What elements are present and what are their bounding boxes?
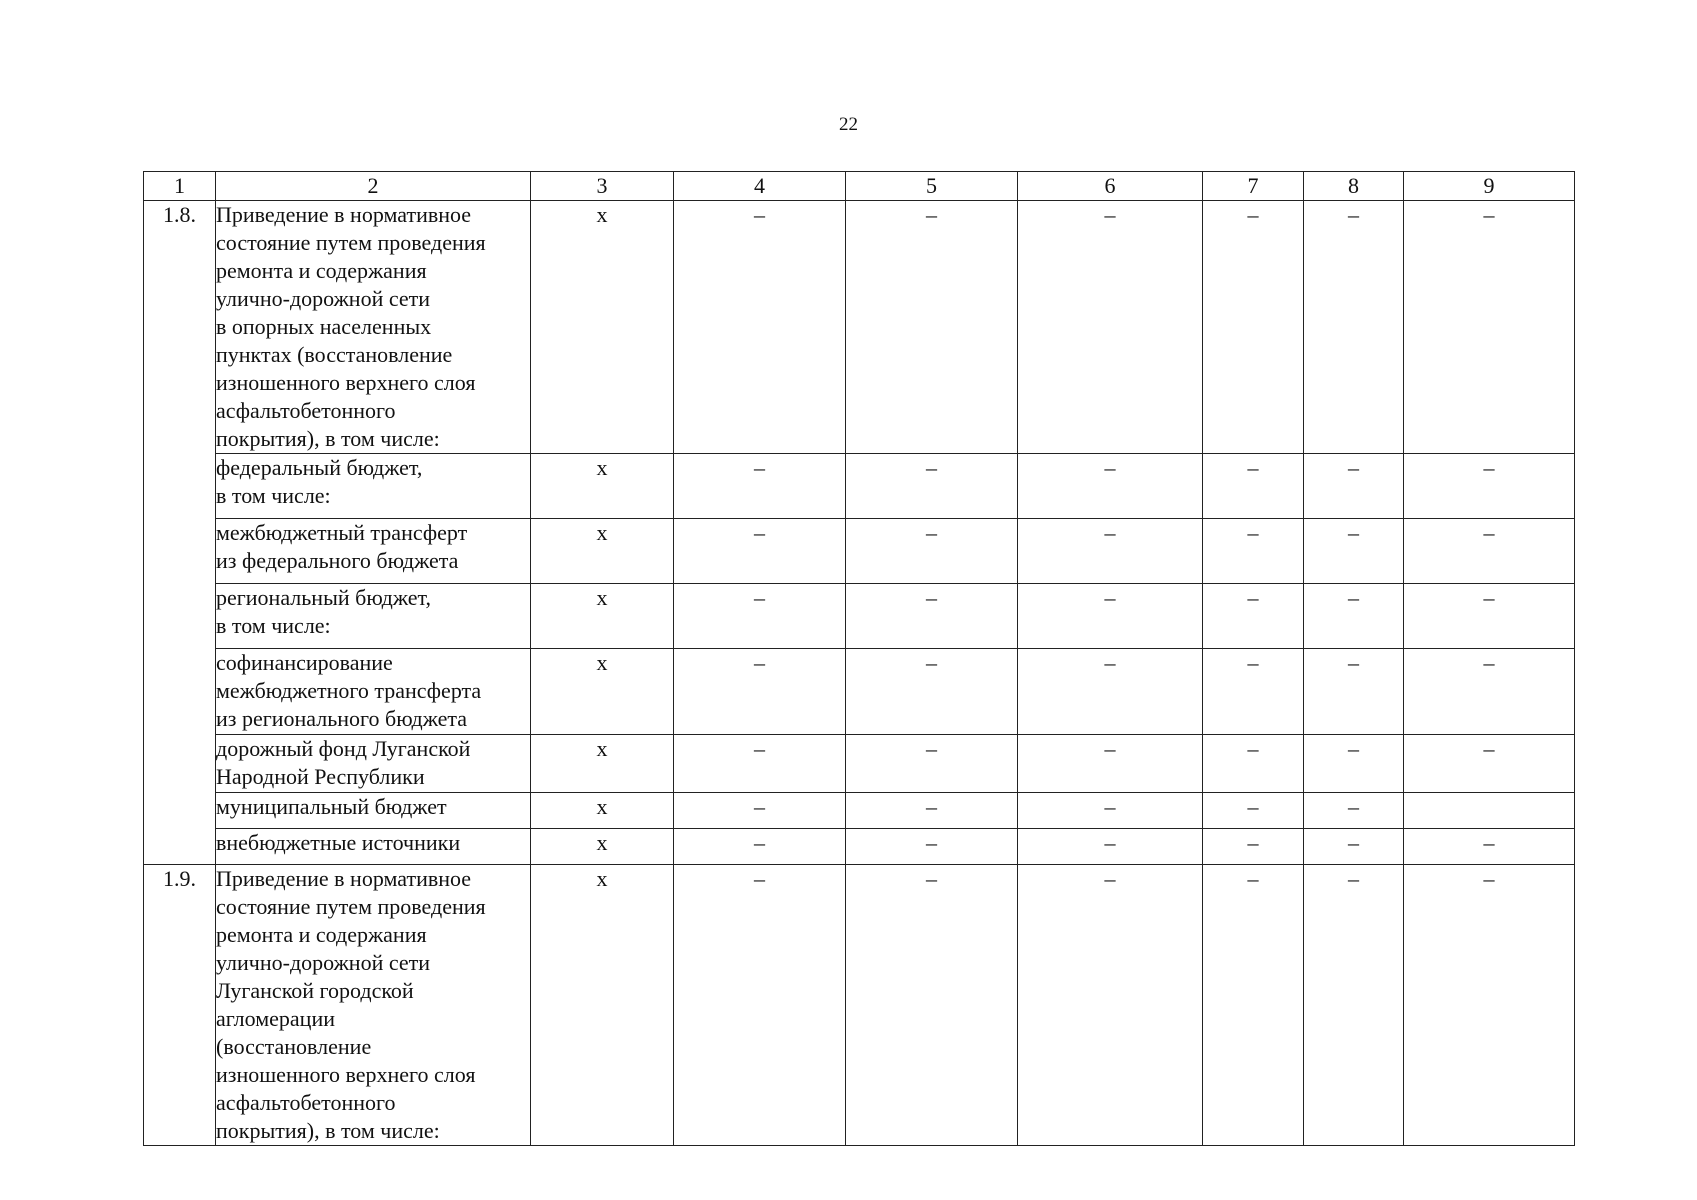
mark-x-cell: х — [531, 649, 674, 735]
dash-cell: – — [1018, 201, 1203, 454]
mark-x-cell: х — [531, 735, 674, 793]
dash-cell: – — [674, 735, 846, 793]
dash-cell: – — [1203, 649, 1304, 735]
dash-cell: – — [846, 201, 1018, 454]
table-row — [144, 454, 1575, 519]
dash-cell: – — [674, 793, 846, 829]
dash-cell: – — [1304, 201, 1404, 454]
dash-cell: – — [674, 201, 846, 454]
mark-x-cell: х — [531, 201, 674, 454]
section-number: 1.9. — [144, 865, 216, 1146]
column-header: 6 — [1018, 172, 1203, 201]
row-name: Приведение в нормативное состояние путем проведения ремонта и содержания улично-дорожной сети Луганской городской агломерации (восстановление изношенного верхнего слоя асфальтобетонного покрытия), в том числе: — [216, 865, 531, 1146]
dash-cell: – — [1304, 829, 1404, 865]
dash-cell: – — [1018, 793, 1203, 829]
dash-cell: – — [674, 454, 846, 519]
dash-cell: – — [1304, 735, 1404, 793]
section-number: 1.8. — [144, 201, 216, 865]
page-number: 22 — [839, 114, 858, 135]
table-row — [144, 829, 1575, 865]
mark-x-cell: х — [531, 454, 674, 519]
table-row — [144, 649, 1575, 735]
dash-cell: – — [1404, 649, 1575, 735]
column-header: 4 — [674, 172, 846, 201]
dash-cell: – — [1203, 829, 1304, 865]
dash-cell: – — [1018, 519, 1203, 584]
dash-cell: – — [846, 519, 1018, 584]
dash-cell: – — [846, 454, 1018, 519]
column-header: 7 — [1203, 172, 1304, 201]
dash-cell: – — [1404, 454, 1575, 519]
dash-cell: – — [1304, 649, 1404, 735]
dash-cell: – — [846, 584, 1018, 649]
dash-cell: – — [1404, 829, 1575, 865]
dash-cell: – — [1018, 454, 1203, 519]
dash-cell: – — [1304, 793, 1404, 829]
row-name: муниципальный бюджет — [216, 793, 531, 829]
dash-cell: – — [1203, 735, 1304, 793]
table-row — [144, 584, 1575, 649]
table-row — [144, 793, 1575, 829]
dash-cell — [1404, 793, 1575, 829]
dash-cell: – — [674, 865, 846, 1146]
dash-cell: – — [1203, 865, 1304, 1146]
column-header: 9 — [1404, 172, 1575, 201]
mark-x-cell: х — [531, 793, 674, 829]
dash-cell: – — [1203, 793, 1304, 829]
dash-cell: – — [1404, 735, 1575, 793]
dash-cell: – — [1203, 519, 1304, 584]
dash-cell: – — [1404, 519, 1575, 584]
dash-cell: – — [1304, 519, 1404, 584]
mark-x-cell: х — [531, 584, 674, 649]
row-name: межбюджетный трансферт из федерального бюджета — [216, 519, 531, 584]
dash-cell: – — [1203, 454, 1304, 519]
budget-table — [143, 171, 1575, 1146]
column-header: 5 — [846, 172, 1018, 201]
dash-cell: – — [1404, 865, 1575, 1146]
row-name: внебюджетные источники — [216, 829, 531, 865]
dash-cell: – — [674, 829, 846, 865]
column-header: 2 — [216, 172, 531, 201]
dash-cell: – — [1018, 829, 1203, 865]
table-row — [144, 519, 1575, 584]
mark-x-cell: х — [531, 519, 674, 584]
mark-x-cell: х — [531, 865, 674, 1146]
dash-cell: – — [1018, 584, 1203, 649]
dash-cell: – — [846, 829, 1018, 865]
dash-cell: – — [1203, 201, 1304, 454]
dash-cell: – — [1304, 584, 1404, 649]
column-header: 3 — [531, 172, 674, 201]
dash-cell: – — [674, 649, 846, 735]
table-row — [144, 735, 1575, 793]
row-name: софинансирование межбюджетного трансферта из регионального бюджета — [216, 649, 531, 735]
dash-cell: – — [1203, 584, 1304, 649]
row-name: дорожный фонд Луганской Народной Республики — [216, 735, 531, 793]
dash-cell: – — [846, 865, 1018, 1146]
dash-cell: – — [846, 735, 1018, 793]
dash-cell: – — [1018, 649, 1203, 735]
mark-x-cell: х — [531, 829, 674, 865]
dash-cell: – — [1018, 735, 1203, 793]
dash-cell: – — [1404, 584, 1575, 649]
column-header: 1 — [144, 172, 216, 201]
column-header: 8 — [1304, 172, 1404, 201]
dash-cell: – — [846, 649, 1018, 735]
dash-cell: – — [1304, 865, 1404, 1146]
dash-cell: – — [846, 793, 1018, 829]
dash-cell: – — [1304, 454, 1404, 519]
dash-cell: – — [1018, 865, 1203, 1146]
table-row — [144, 201, 1575, 454]
dash-cell: – — [674, 519, 846, 584]
row-name: Приведение в нормативное состояние путем проведения ремонта и содержания улично-дорожной сети в опорных населенных пунктах (восстановление изношенного верхнего слоя асфальтобетонного покрытия), в том числе: — [216, 201, 531, 454]
column-number-row — [144, 172, 1575, 201]
table-row — [144, 865, 1575, 1146]
row-name: федеральный бюджет, в том числе: — [216, 454, 531, 519]
row-name: региональный бюджет, в том числе: — [216, 584, 531, 649]
dash-cell: – — [1404, 201, 1575, 454]
dash-cell: – — [674, 584, 846, 649]
